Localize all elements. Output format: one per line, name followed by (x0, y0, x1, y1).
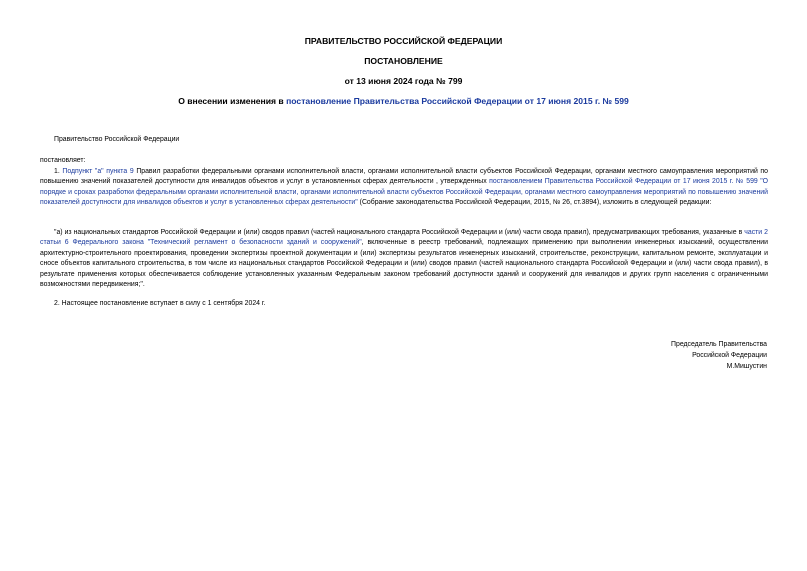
decrees-line: постановляет: (40, 157, 86, 164)
federal-law-link[interactable]: части 2 статьи 6 Федерального закона "Технический регламент о безопасности зданий и сооружений" (40, 229, 768, 247)
signatory-name: М.Мишустин (726, 363, 767, 370)
item-1-text-1: Правил разработки федеральными органами исполнительной власти, органами исполнительной власти субъектов Российской Федерации, органами местного самоуправления мероприятий по повышению значений показателей доступности для инвалидов объектов и услуг в установленных сферах деятельности , утвержденных (40, 168, 768, 186)
decree-599-link[interactable]: постановлением Правительства Российской Федерации от 17 июня 2015 г. № 599 "О порядке и сроках разработки федеральными органами исполнительной власти, органами исполнительной власти субъектов Российской Федерации, органами местного самоуправления мероприятий по повышению значений показателей доступности для инвалидов объектов и услуг в установленных сферах деятельности" (40, 178, 769, 207)
item-1-text-2: (Собрание законодательства Российской Федерации, 2015, № 26, ст.3894), изложить в следующей редакции: (357, 199, 712, 207)
item-1-prefix: 1. (54, 168, 63, 175)
item-1-paragraph (40, 167, 768, 209)
government-heading: ПРАВИТЕЛЬСТВО РОССИЙСКОЙ ФЕДЕРАЦИИ (304, 36, 503, 46)
government-line: Правительство Российской Федерации (54, 136, 180, 143)
new-wording-paragraph (40, 228, 768, 290)
title-prefix: О внесении изменения в (178, 96, 287, 106)
subpoint-link[interactable]: Подпункт "а" пункта 9 (62, 168, 134, 175)
signatory-position-1: Председатель Правительства (671, 341, 767, 348)
quote-text-1: "а) из национальных стандартов Российской Федерации и (или) сводов правил (частей национального стандарта Российской Федерации и (или) части свода правил), предусматривающих требования, указанные в (54, 229, 745, 236)
item-2-paragraph: 2. Настоящее постановление вступает в силу с 1 сентября 2024 г. (54, 300, 266, 307)
document-title (0, 96, 807, 106)
title-amended-act-link[interactable]: постановление Правительства Российской Федерации от 17 июня 2015 г. № 599 (286, 96, 629, 106)
quote-text-2: , включенные в реестр требований, подлежащих применению при выполнении инженерных изысканий, осуществлении архитектурно-строительного проектирования, проведении экспертизы проектной документации и (или) экспертизы результатов инженерных изысканий, строительстве, реконструкции, капитальном ремонте, эксплуатации и сносе объектов капитального строительства, в том числе из национальных стандартов Российской Федерации и (или) сводов правил (частей национального стандарта Российской Федерации и (или) части свода правил), в результате применения которых обеспечивается соблюдение установленных указанным Федеральным законом требований доступности зданий и сооружений для инвалидов и других групп населения с ограниченными возможностями передвижения;". (40, 239, 768, 289)
document-type-heading: ПОСТАНОВЛЕНИЕ (364, 56, 443, 66)
signatory-position-2: Российской Федерации (692, 352, 767, 359)
date-number-heading: от 13 июня 2024 года № 799 (344, 76, 463, 86)
